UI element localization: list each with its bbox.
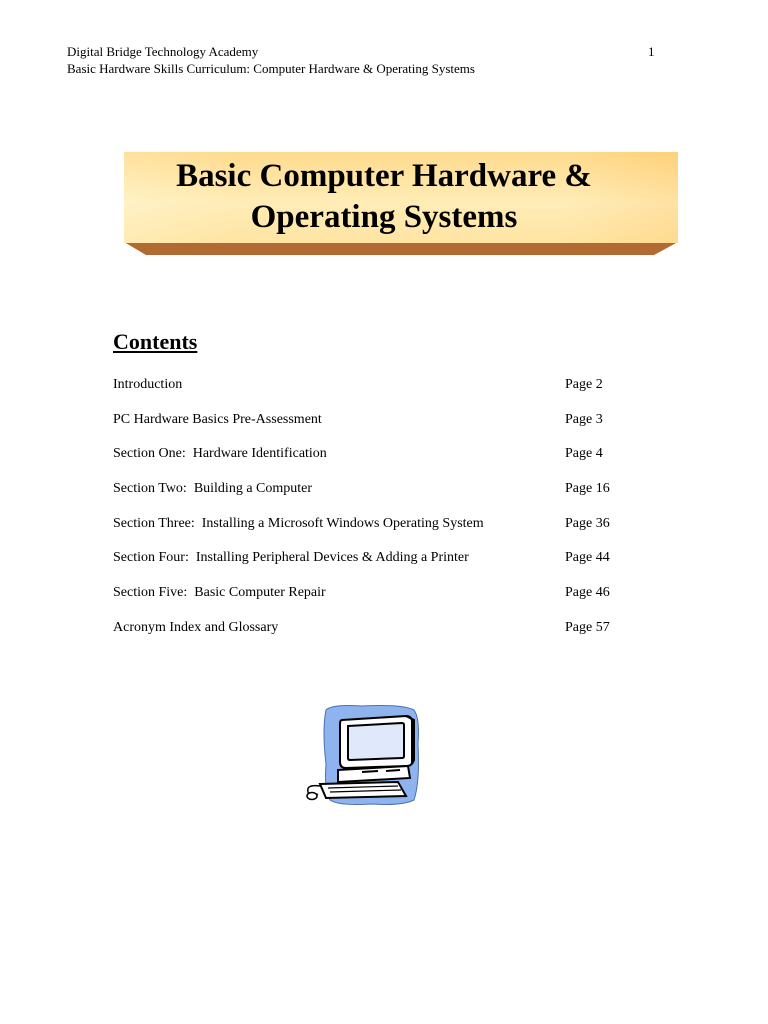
toc-entry-title: Section Two: Building a Computer xyxy=(113,481,313,497)
document-title-line-1: Basic Computer Hardware & xyxy=(176,158,592,194)
toc-entry xyxy=(113,515,673,550)
toc-entry-title: Introduction xyxy=(113,377,183,392)
page-number: 1 xyxy=(648,44,655,59)
toc-entry xyxy=(113,445,673,480)
toc-entry-page: Page 46 xyxy=(565,585,610,601)
toc-entry-page: Page 36 xyxy=(565,515,610,531)
toc-entry xyxy=(113,619,673,654)
toc-entry-page: Page 44 xyxy=(565,550,610,566)
toc-entry-page: Page 2 xyxy=(565,377,603,392)
toc-entry-title: Section Three: Installing a Microsoft Windows Operating System xyxy=(113,515,484,531)
toc-entry-title: Acronym Index and Glossary xyxy=(113,619,279,635)
toc-entry-page: Page 16 xyxy=(565,481,610,497)
document-title-line-2: Operating Systems xyxy=(250,199,518,235)
contents-heading: Contents xyxy=(113,329,198,354)
toc-entry-title: Section Four: Installing Peripheral Devices & Adding a Printer xyxy=(113,550,469,566)
toc-entry xyxy=(113,411,673,446)
toc-entry xyxy=(113,480,673,515)
toc-entry-title: Section One: Hardware Identification xyxy=(113,446,327,462)
title-banner xyxy=(124,152,678,256)
table-of-contents xyxy=(113,376,673,654)
toc-entry-page: Page 3 xyxy=(565,411,603,427)
header-organization: Digital Bridge Technology Academy xyxy=(67,44,259,59)
toc-entry-title: PC Hardware Basics Pre-Assessment xyxy=(113,411,322,427)
computer-clipart-icon xyxy=(302,704,422,808)
toc-entry-page: Page 4 xyxy=(565,446,603,462)
toc-entry xyxy=(113,549,673,584)
toc-entry-page: Page 57 xyxy=(565,619,610,635)
header-subtitle: Basic Hardware Skills Curriculum: Computer Hardware & Operating Systems xyxy=(67,61,475,76)
document-title xyxy=(124,156,644,238)
toc-entry xyxy=(113,376,673,411)
toc-entry xyxy=(113,584,673,619)
toc-entry-title: Section Five: Basic Computer Repair xyxy=(113,585,326,601)
